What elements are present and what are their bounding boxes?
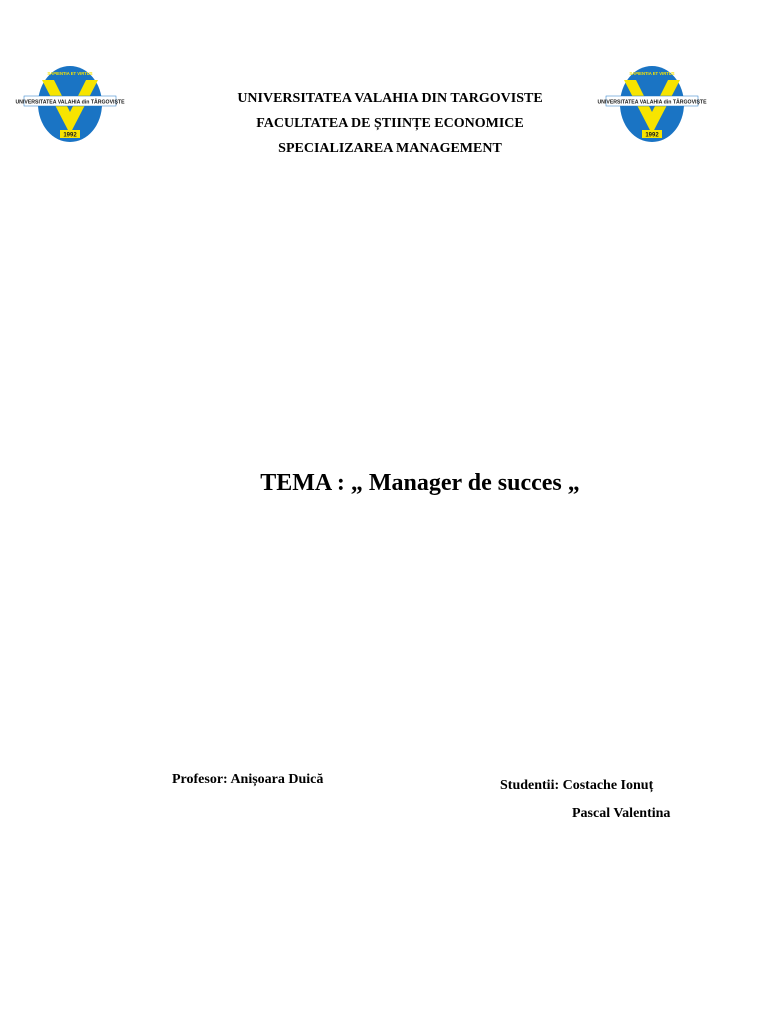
logo-year: 1992 xyxy=(63,132,77,139)
specialization-name: SPECIALIZAREA MANAGEMENT xyxy=(278,141,502,156)
document-header xyxy=(0,86,768,161)
logo-year: 1992 xyxy=(645,132,659,139)
student-line-1: Studentii: Costache Ionuț xyxy=(500,778,654,793)
logo-band-text: UNIVERSITATEA VALAHIA din TÂRGOVIŞTE xyxy=(597,99,707,106)
student-line-2: Pascal Valentina xyxy=(572,806,671,821)
logo-top-text: SAPIENTIA ET VIRTUS xyxy=(629,71,675,76)
university-name: UNIVERSITATEA VALAHIA DIN TARGOVISTE xyxy=(237,91,543,106)
professor-name: Profesor: Anișoara Duică xyxy=(172,772,324,787)
students-block xyxy=(500,772,670,828)
document-title: TEMA : „ Manager de succes „ xyxy=(260,470,580,496)
logo-top-text: SAPIENTIA ET VIRTUS xyxy=(47,71,93,76)
logo-band-text: UNIVERSITATEA VALAHIA din TÂRGOVIŞTE xyxy=(15,99,125,106)
faculty-name: FACULTATEA DE ȘTIINȚE ECONOMICE xyxy=(256,116,524,131)
